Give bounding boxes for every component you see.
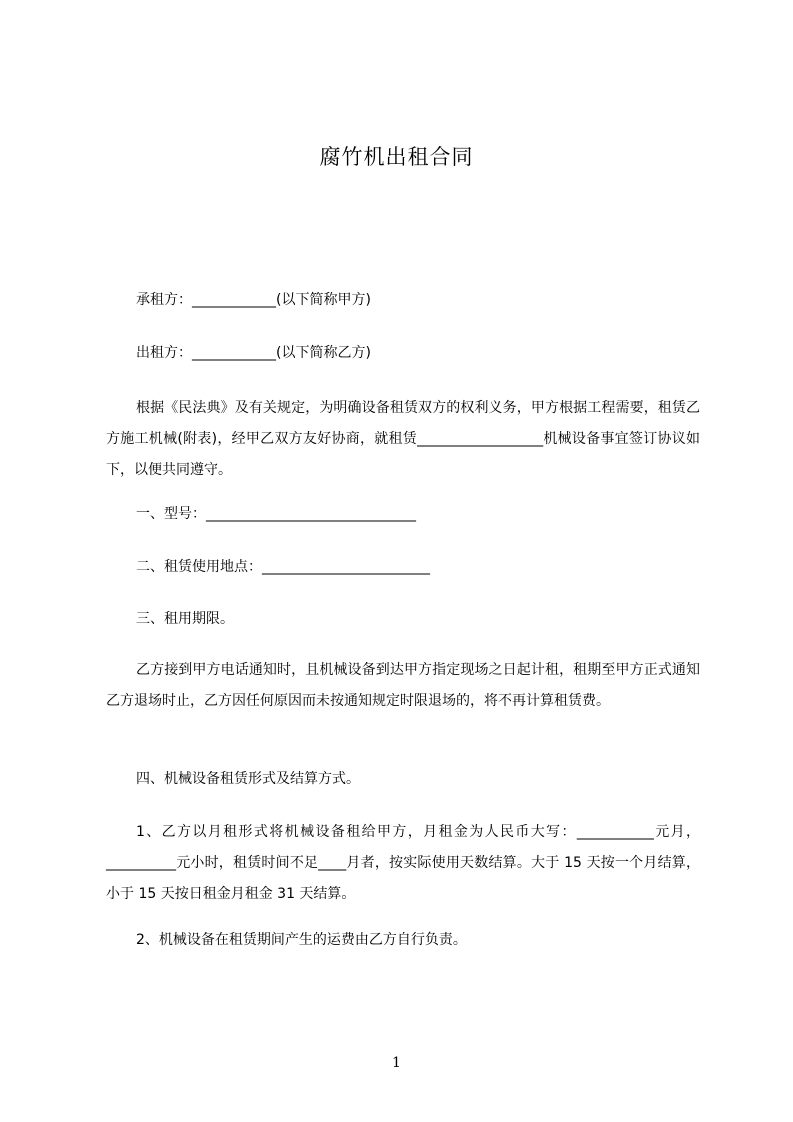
clause-location: 二、租赁使用地点：________________________ — [136, 559, 430, 575]
lessee-line: 承租方：____________(以下简称甲方) — [136, 292, 371, 308]
clause-settlement-item-2: 2、机械设备在租赁期间产生的运费由乙方自行负责。 — [136, 932, 467, 948]
clause-settlement-item-1: 1、乙方以月租形式将机械设备租给甲方，月租金为人民币大写：___________元月，__________元小时，租赁时间不足____月者，按实际使用天数结算。大于 15 天按一个月结算，小于 15 天按日租金月租金 31 天结算。 — [106, 824, 700, 902]
clause-settlement-heading: 四、机械设备租赁形式及结算方式。 — [136, 771, 360, 787]
preamble-paragraph: 根据《民法典》及有关规定，为明确设备租赁双方的权利义务，甲方根据工程需要，租赁乙方施工机械(附表)，经甲乙双方友好协商，就租赁__________________机械设备事宜签订协议如下，以便共同遵守。 — [106, 400, 700, 478]
document-title: 腐竹机出租合同 — [319, 145, 474, 169]
page-number: 1 — [392, 1055, 401, 1071]
lessor-line: 出租方：____________(以下简称乙方) — [136, 345, 371, 361]
clause-term-heading: 三、租用期限。 — [136, 611, 234, 627]
clause-term-body: 乙方接到甲方电话通知时，且机械设备到达甲方指定现场之日起计租，租期至甲方正式通知乙方退场时止，乙方因任何原因而未按通知规定时限退场的，将不再计算租赁费。 — [106, 662, 700, 709]
clause-model: 一、型号：______________________________ — [136, 506, 416, 522]
